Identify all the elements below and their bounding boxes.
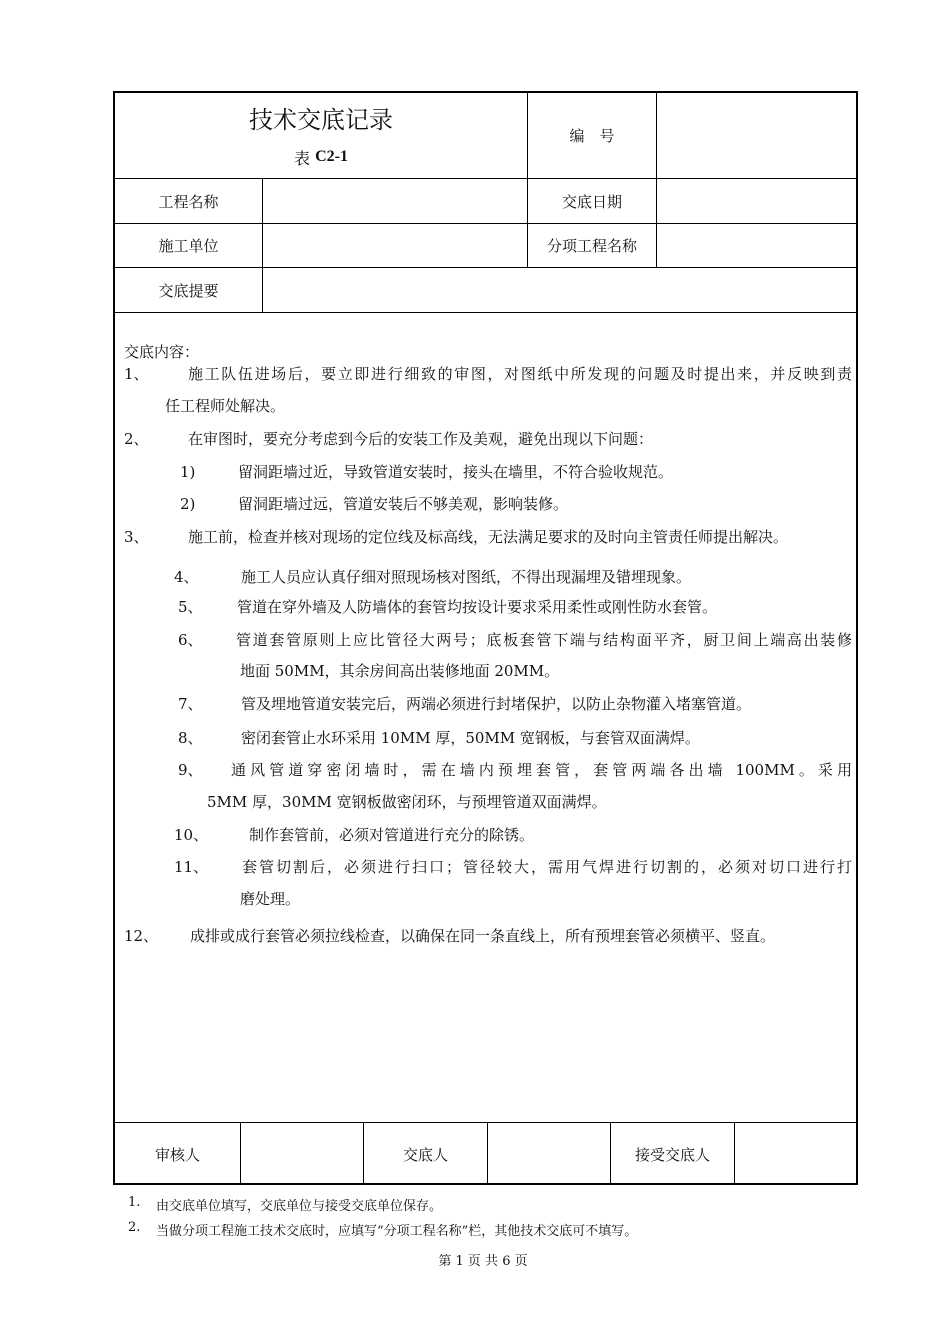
item-text: 施工队伍进场后，要立即进行细致的审图，对图纸中所发现的问题及时提出来，并反映到责 — [188, 365, 852, 383]
item-text: 管及埋地管道安装完后，两端必须进行封堵保护，以防止杂物灌入堵塞管道。 — [241, 695, 752, 713]
item-text: 套管切割后，必须进行扫口；管径较大，需用气焊进行切割的，必须对切口进行打 — [242, 858, 852, 876]
item-text: 施工人员应认真仔细对照现场核对图纸，不得出现漏埋及错埋现象。 — [241, 568, 692, 586]
note-number: 2. — [128, 1220, 141, 1235]
form-code-value: C2-1 — [315, 148, 348, 165]
reviewer-label: 审核人 — [154, 1145, 200, 1164]
item-number: 4、 — [174, 568, 199, 586]
item-number: 10、 — [174, 826, 209, 844]
number-field[interactable] — [657, 92, 857, 178]
receiver-field[interactable] — [735, 1123, 857, 1185]
item-text: 5MM 厚，30MM 宽钢板做密闭环，与预埋管道双面满焊。 — [207, 793, 607, 811]
project-name-label: 工程名称 — [158, 192, 219, 211]
item-number: 1) — [180, 463, 196, 481]
disclosure-date-label: 交底日期 — [561, 192, 622, 211]
construction-unit-label: 施工单位 — [158, 237, 219, 255]
disclosure-summary-field[interactable] — [263, 268, 857, 312]
form-code — [115, 144, 527, 170]
item-number: 5、 — [178, 598, 203, 616]
form-code-prefix: 表 — [294, 148, 311, 168]
item-number: 12、 — [124, 927, 159, 945]
page-number: 第 1 页 共 6 页 — [438, 1254, 528, 1269]
form-title: 技术交底记录 — [249, 105, 393, 134]
item-text: 密闭套管止水环采用 10MM 厚，50MM 宽钢板，与套管双面满焊。 — [241, 729, 700, 747]
item-number: 2) — [180, 495, 196, 513]
item-number: 2、 — [124, 430, 149, 448]
item-text: 管道在穿外墙及人防墙体的套管均按设计要求采用柔性或刚性防水套管。 — [237, 598, 718, 616]
item-text: 管道套管原则上应比管径大两号；底板套管下端与结构面平齐，厨卫间上端高出装修 — [236, 631, 852, 649]
disclosure-date-field[interactable] — [657, 179, 857, 223]
item-text: 地面 50MM，其余房间高出装修地面 20MM。 — [240, 662, 560, 680]
note-number: 1. — [128, 1195, 141, 1210]
item-number: 8、 — [178, 729, 203, 747]
sub-project-name-field[interactable] — [657, 224, 857, 267]
item-number: 1、 — [124, 365, 149, 383]
item-text: 磨处理。 — [240, 890, 301, 908]
item-text: 留洞距墙过近，导致管道安装时，接头在墙里，不符合验收规范。 — [238, 463, 674, 481]
item-number: 3、 — [124, 528, 149, 546]
item-number: 11、 — [174, 858, 209, 876]
item-text: 成排或成行套管必须拉线检查，以确保在同一条直线上，所有预埋套管必须横平、竖直。 — [190, 927, 776, 945]
item-text: 任工程师处解决。 — [165, 397, 286, 415]
note-text: 当做分项工程施工技术交底时，应填写“分项工程名称”栏，其他技术交底可不填写。 — [156, 1224, 638, 1239]
construction-unit-field[interactable] — [263, 224, 527, 267]
item-number: 7、 — [178, 695, 203, 713]
item-text: 制作套管前，必须对管道进行充分的除锈。 — [249, 826, 535, 844]
project-name-field[interactable] — [263, 179, 527, 223]
receiver-label: 接受交底人 — [634, 1145, 710, 1164]
note-text: 由交底单位填写，交底单位与接受交底单位保存。 — [156, 1199, 443, 1214]
item-number: 6、 — [178, 631, 203, 649]
item-text: 通风管道穿密闭墙时，需在墙内预埋套管，套管两端各出墙 100MM。采用 — [231, 761, 852, 779]
discloser-label: 交底人 — [402, 1145, 448, 1164]
disclosure-summary-label: 交底提要 — [158, 281, 219, 300]
number-label: 编 号 — [569, 126, 615, 145]
item-text: 留洞距墙过远，管道安装后不够美观，影响装修。 — [238, 495, 569, 513]
item-text: 在审图时，要充分考虑到今后的安装工作及美观，避免出现以下问题： — [188, 430, 654, 448]
reviewer-field[interactable] — [241, 1123, 363, 1185]
discloser-field[interactable] — [488, 1123, 610, 1185]
item-number: 9、 — [178, 761, 203, 779]
sub-project-name-label: 分项工程名称 — [546, 237, 637, 255]
content-heading: 交底内容： — [124, 343, 200, 361]
item-text: 施工前，检查并核对现场的定位线及标高线，无法满足要求的及时向主管责任师提出解决。 — [188, 528, 789, 546]
row-divider — [114, 312, 857, 313]
